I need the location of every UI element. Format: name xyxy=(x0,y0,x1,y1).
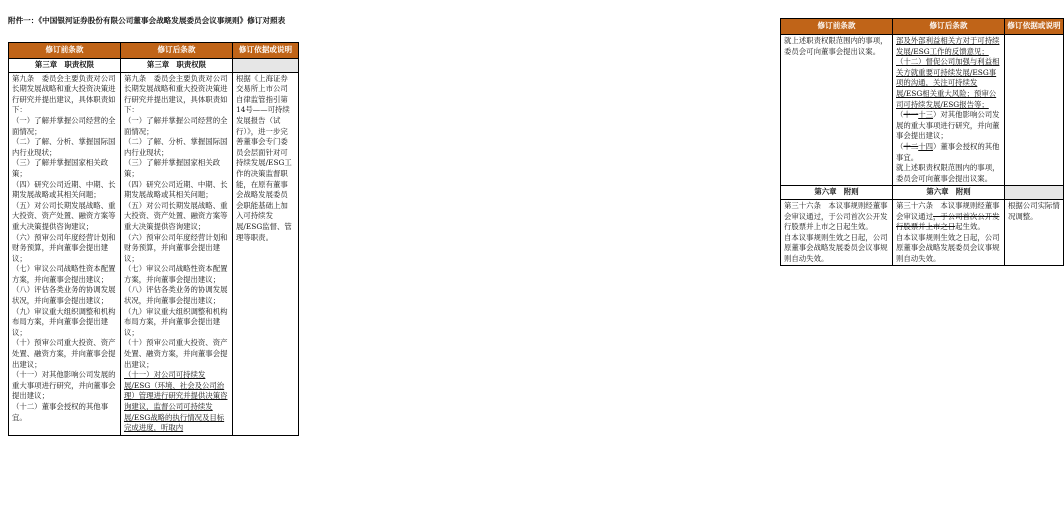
header-after: 修订后条款 xyxy=(121,43,233,59)
clause: （六）预审公司年度经营计划和财务预算，并向董事会提出建议； xyxy=(124,232,228,263)
clause: （五）对公司长期发展战略、重大投资、资产处置、融资方案等重大决策提供咨询建议； xyxy=(12,200,116,231)
clause xyxy=(896,142,1001,163)
inserted-clause: 部及外部利益相关方对于可持续发展/ESG工作的反馈意见； xyxy=(896,36,1000,56)
clause: （六）预审公司年度经营计划和财务预算，并向董事会提出建议； xyxy=(12,232,116,263)
clause: （八）评估各类业务的协调发展状况，并向董事会提出建议； xyxy=(12,285,116,306)
clause: （四）研究公司近期、中期、长期发展战略或其相关问题； xyxy=(12,179,116,200)
clause: 第九条 委员会主要负责对公司长期发展战略和重大投资决策进行研究并提出建议，具体职责如下： xyxy=(124,73,228,115)
clause: 自本议事规则生效之日起，公司原董事会战略发展委员会议事规则自动失效。 xyxy=(784,232,888,263)
after-cell xyxy=(893,35,1005,186)
clause: （十）预审公司重大投资、资产处置、融资方案，并向董事会提出建议； xyxy=(124,338,228,369)
inserted-clause: （十一）对公司可持续发展/ESG（环境、社会及公司治理）管理进行研究并提供决策咨询建议，监督公司可持续发展/ESG战略的执行情况及目标完成进度，听取内 xyxy=(124,370,228,433)
clause: （一）了解并掌握公司经营的全面情况； xyxy=(12,115,116,136)
clause: 第九条 委员会主要负责对公司长期发展战略和重大投资决策进行研究并提出建议，具体职责如下： xyxy=(12,73,116,115)
clause: （十）预审公司重大投资、资产处置、融资方案，并向董事会提出建议； xyxy=(12,338,116,369)
clause xyxy=(896,110,1001,142)
clause: （五）对公司长期发展战略、重大投资、资产处置、融资方案等重大决策提供咨询建议； xyxy=(124,200,228,231)
clause: 就上述职责权限范围内的事项，委员会可向董事会提出议案。 xyxy=(896,163,1000,183)
chapter-row xyxy=(781,186,1064,200)
inserted-text: 十三 xyxy=(918,110,933,120)
clause: （二）了解、分析、掌握国际国内行业现状； xyxy=(12,137,116,157)
clause: （七）审议公司战略性资本配置方案，并向董事会提出建议； xyxy=(12,264,116,284)
clause xyxy=(896,201,1001,233)
after-cell xyxy=(121,72,233,435)
after-cell xyxy=(893,199,1005,266)
table-header-row xyxy=(9,43,299,59)
clause-prefix: （ xyxy=(896,141,904,151)
left-page xyxy=(0,0,340,512)
revision-table-right xyxy=(780,18,1064,266)
clause: （三）了解并掌握国家相关政策； xyxy=(124,158,221,178)
chapter-note-empty xyxy=(1005,186,1064,200)
deleted-text: 十二 xyxy=(903,141,919,151)
clause: （四）研究公司近期、中期、长期发展战略或其相关问题； xyxy=(124,179,228,200)
header-note: 修订依据或说明 xyxy=(233,43,299,59)
chapter-before: 第三章 职责权限 xyxy=(9,59,121,73)
table-header-row xyxy=(781,19,1064,35)
note-cell xyxy=(1005,35,1064,186)
clause: （七）审议公司战略性资本配置方案，并向董事会提出建议； xyxy=(124,264,228,284)
chapter-note-empty xyxy=(233,59,299,73)
before-cell: 就上述职责权限范围内的事项，委员会可向董事会提出议案。 xyxy=(781,35,893,186)
header-before: 修订前条款 xyxy=(781,19,893,35)
table-row xyxy=(9,72,299,435)
revision-table-left xyxy=(8,42,299,436)
table-row xyxy=(781,199,1064,266)
clause: （二）了解、分析、掌握国际国内行业现状； xyxy=(124,137,228,157)
clause: （三）了解并掌握国家相关政策； xyxy=(12,158,109,178)
clause: （九）审议重大组织调整和机构布局方案，并向董事会提出建议； xyxy=(124,306,228,337)
table-row xyxy=(781,35,1064,186)
header-before: 修订前条款 xyxy=(9,43,121,59)
clause: （九）审议重大组织调整和机构布局方案，并向董事会提出建议； xyxy=(12,306,116,337)
clause: （一）了解并掌握公司经营的全面情况； xyxy=(124,115,228,136)
inserted-text: 十四 xyxy=(918,141,933,151)
chapter-after: 第三章 职责权限 xyxy=(121,59,233,73)
chapter-after: 第六章 附则 xyxy=(893,186,1005,200)
inserted-clause: （十二）督促公司加强与利益相关方就重要可持续发展/ESG事项的沟通，关注可持续发展/ESG相关重大风险；预审公司可持续发展/ESG报告等； xyxy=(896,57,1000,109)
before-cell xyxy=(781,199,893,266)
clause-text: 第三十六条 本议事规则经董事会审议通过 xyxy=(896,200,1000,221)
clause: （十一）对其他影响公司发展的重大事项进行研究，并向董事会提出建议； xyxy=(12,370,116,401)
clause: 第三十六条 本议事规则经董事会审议通过，于公司首次公开发行股票并上市之日起生效。 xyxy=(784,200,888,232)
clause-text: 起生效。 xyxy=(955,222,985,232)
clause-text: ）对其他影响公司发展的重大事项进行研究，并向董事会提出建议； xyxy=(896,110,1000,141)
note-cell: 根据《上海证券交易所上市公司自律监管指引第14号——可持续发展报告（试行）》，进一步完善董事会专门委员会层面针对可持续发展/ESG工作的决策监督职能，在原有董事会战略发展委员会职能基础上加入可持续发展/ESG监督、管理等职责。 xyxy=(233,72,299,435)
header-note: 修订依据或说明 xyxy=(1005,19,1064,35)
clause-text: ）董事会授权的其他事宜。 xyxy=(896,141,1000,162)
clause: （八）评估各类业务的协调发展状况，并向董事会提出建议； xyxy=(124,285,228,306)
before-cell xyxy=(9,72,121,435)
clause: （十二）董事会授权的其他事宜。 xyxy=(12,402,109,422)
chapter-before: 第六章 附则 xyxy=(781,186,893,200)
chapter-row xyxy=(9,59,299,73)
deleted-text: ，于公司首次公开发行股票并上市之日 xyxy=(896,211,1000,232)
document-title: 附件一：《中国银河证券股份有限公司董事会战略发展委员会议事规则》修订对照表 xyxy=(8,16,286,25)
right-page xyxy=(388,0,1061,512)
clause-prefix: （ xyxy=(896,110,904,120)
header-after: 修订后条款 xyxy=(893,19,1005,35)
clause: 自本议事规则生效之日起，公司原董事会战略发展委员会议事规则自动失效。 xyxy=(896,232,1000,263)
deleted-text: 十一 xyxy=(903,110,919,120)
note-cell: 根据公司实际情况调整。 xyxy=(1005,199,1064,266)
